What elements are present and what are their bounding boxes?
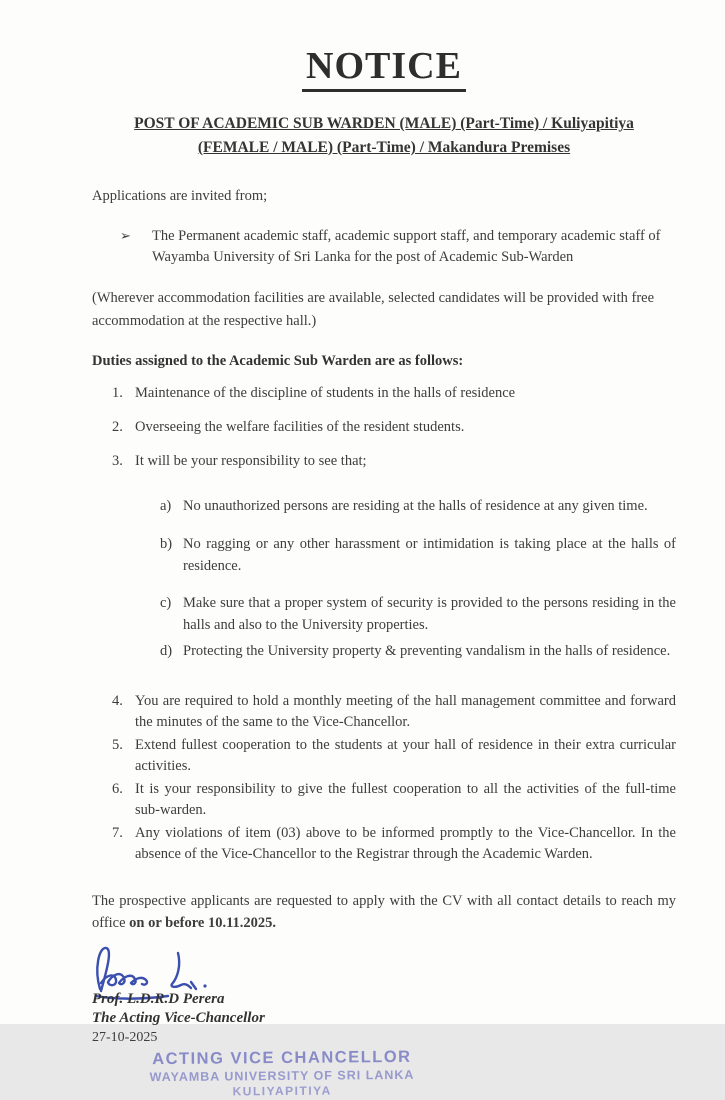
official-stamp [122,1046,442,1100]
duties-sublist [160,496,676,663]
item-number: 5. [112,736,123,753]
page-title: NOTICE [92,44,676,92]
list-item [112,383,676,404]
page-subtitle [92,112,676,160]
item-number: 7. [112,824,123,841]
item-text: Overseeing the welfare facilities of the resident students. [135,419,465,436]
closing-paragraph [92,890,676,935]
eligibility-bullet [120,226,676,268]
item-number: 4. [112,692,123,709]
intro-lead: Applications are invited from; [92,188,268,205]
list-item [112,823,676,865]
item-number: 2. [112,419,123,436]
list-item [112,691,676,733]
item-text: Make sure that a proper system of security is provided to the persons residing in the halls and also to the University properties. [183,595,676,634]
arrow-bullet-icon: ➢ [120,228,131,244]
signature-block [92,939,676,1046]
item-text: Maintenance of the discipline of students in the halls of residence [135,385,516,401]
item-text: Extend fullest cooperation to the students at your hall of residence in their extra curricular activities. [135,736,676,774]
list-item [112,779,676,821]
item-letter: b) [160,535,173,552]
list-item [112,735,676,777]
duties-list-1-3 [92,383,676,472]
eligibility-text: The Permanent academic staff, academic support staff, and temporary academic staff of Wayamba University of Sri Lanka for the post of Academic Sub-Warden [152,228,661,266]
stamp-line-3: KULIYAPITIYA [232,1083,332,1099]
item-text: Protecting the University property & preventing vandalism in the halls of residence. [183,642,671,659]
list-item [112,417,676,438]
item-text: No ragging or any other harassment or intimidation is taking place at the halls of residence. [183,535,676,574]
list-item [160,534,676,578]
accommodation-note: (Wherever accommodation facilities are available, selected candidates will be provided with free accommodation at the respective hall.) [92,290,655,329]
stamp-line-2: WAYAMBA UNIVERSITY OF SRI LANKA [149,1067,415,1084]
item-letter: d) [160,642,173,659]
deadline-text: on or before 10.11.2025. [129,915,277,932]
closing-text: The prospective applicants are requested to apply with the CV with all contact details to reach my office [92,892,676,932]
item-number: 3. [112,453,123,470]
duties-heading: Duties assigned to the Academic Sub Warden are as follows: [92,353,464,369]
list-item [160,496,676,518]
list-item [160,641,676,663]
duties-list-4-7 [92,691,676,865]
item-text: You are required to hold a monthly meeting of the hall management committee and forward the minutes of the same to the Vice-Chancellor. [135,692,676,730]
item-text: It is your responsibility to give the fullest cooperation to all the activities of the full-time sub-warden. [135,780,676,818]
list-item [112,451,676,472]
subtitle-line-1: POST OF ACADEMIC SUB WARDEN (MALE) (Part-Time) / Kuliyapitiya [134,115,634,132]
stamp-line-1: ACTING VICE CHANCELLOR [152,1047,412,1068]
item-letter: a) [160,498,172,515]
list-item [160,593,676,637]
signatory-name: Prof. L.D.R.D Perera [92,990,225,1007]
signatory-role: The Acting Vice-Chancellor [92,1009,265,1026]
item-text: It will be your responsibility to see that; [135,453,367,470]
item-text: No unauthorized persons are residing at the halls of residence at any given time. [183,498,648,515]
item-text: Any violations of item (03) above to be informed promptly to the Vice-Chancellor. In the absence of the Vice-Chancellor to the Registrar through the Academic Warden. [135,824,676,862]
item-letter: c) [160,595,172,612]
item-number: 6. [112,780,123,797]
item-number: 1. [112,385,123,401]
signatory-date: 27-10-2025 [92,1029,158,1045]
subtitle-line-2: (FEMALE / MALE) (Part-Time) / Makandura Premises [197,139,571,157]
